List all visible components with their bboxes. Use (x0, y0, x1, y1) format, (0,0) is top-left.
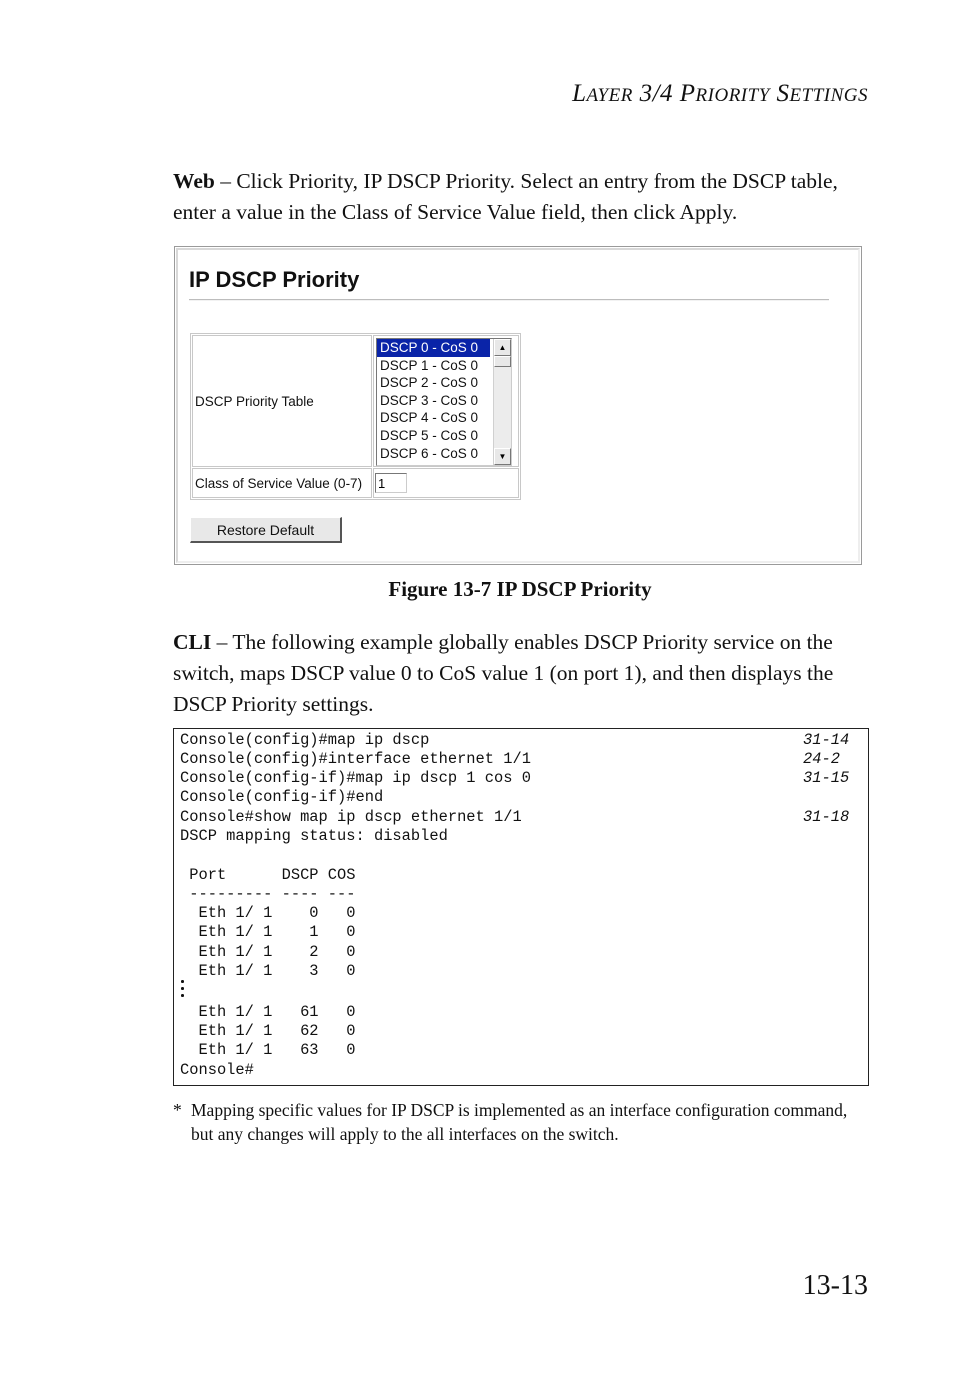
cos-value-label: Class of Service Value (0-7) (192, 468, 372, 498)
command-page-ref: 31-18 (803, 808, 850, 826)
command-page-ref: 31-15 (803, 769, 850, 787)
code-line: DSCP mapping status: disabled (180, 827, 448, 845)
code-line: Eth 1/ 1 62 0 (180, 1022, 356, 1040)
footnote (173, 1098, 863, 1146)
code-line: Eth 1/ 1 0 0 (180, 904, 356, 922)
scroll-thumb[interactable] (494, 356, 511, 367)
scroll-up-arrow-icon[interactable]: ▲ (494, 339, 511, 356)
dscp-option[interactable]: DSCP 3 - CoS 0 (380, 392, 479, 408)
code-line: Console(config)#interface ethernet 1/1 (180, 750, 531, 768)
footnote-text: Mapping specific values for IP DSCP is implemented as an interface configuration command, but any changes will apply to the all interfaces on the switch. (191, 1100, 848, 1144)
header-initial-l: L (572, 80, 587, 107)
web-lead: Web (173, 169, 215, 193)
header-initial-p: P (679, 80, 696, 107)
dscp-table-label: DSCP Priority Table (192, 335, 372, 467)
dscp-list-cell (373, 335, 519, 467)
code-line: Eth 1/ 1 3 0 (180, 962, 356, 980)
code-line: Console(config-if)#end (180, 788, 384, 806)
header-word-34: 3/4 (639, 80, 674, 107)
web-instructions (173, 166, 863, 228)
dscp-option[interactable]: DSCP 2 - CoS 0 (380, 375, 479, 391)
web-text: – Click Priority, IP DSCP Priority. Select an entry from the DSCP table, enter a value in the Class of Service Value field, then click Apply. (173, 169, 838, 224)
code-line: Console(config)#map ip dscp (180, 731, 430, 749)
code-line: Eth 1/ 1 63 0 (180, 1041, 356, 1059)
code-line: Console(config-if)#map ip dscp 1 cos 0 (180, 769, 531, 787)
code-line: --------- ---- --- (180, 885, 356, 903)
cos-value-input[interactable] (375, 473, 407, 493)
cli-instructions (173, 627, 863, 720)
figure-caption: Figure 13-7 IP DSCP Priority (388, 577, 652, 601)
cli-lead: CLI (173, 630, 212, 654)
header-initial-s: S (776, 80, 790, 107)
ellipsis-vertical-icon (181, 979, 185, 999)
footnote-marker: * (173, 1100, 182, 1120)
ip-dscp-priority-screenshot (174, 246, 862, 565)
page-title: IP DSCP Priority (189, 267, 360, 292)
dscp-option[interactable]: DSCP 0 - CoS 0 (377, 339, 490, 357)
cli-example-code (173, 728, 869, 1086)
code-line: Console# (180, 1061, 254, 1079)
dscp-option[interactable]: DSCP 6 - CoS 0 (380, 445, 479, 461)
dscp-option[interactable]: DSCP 5 - CoS 0 (380, 427, 479, 443)
code-line: Eth 1/ 1 1 0 (180, 923, 356, 941)
title-divider (189, 299, 829, 301)
code-line: Eth 1/ 1 61 0 (180, 1003, 356, 1021)
cli-text: – The following example globally enables DSCP Priority service on the switch, maps DSCP value 0 to CoS value 1 (on port 1), and then displays the DSCP Priority settings. (173, 630, 834, 716)
listbox-scrollbar[interactable] (493, 339, 511, 465)
command-page-ref: 31-14 (803, 731, 850, 749)
cos-input-cell (373, 468, 519, 498)
scroll-down-arrow-icon[interactable]: ▼ (494, 448, 511, 465)
dscp-config-table (190, 333, 521, 500)
header-word-layer: AYER (586, 85, 633, 106)
code-line: Eth 1/ 1 2 0 (180, 943, 356, 961)
dscp-option[interactable]: DSCP 4 - CoS 0 (380, 410, 479, 426)
header-word-priority: RIORITY (695, 85, 770, 106)
command-page-ref: 24-2 (803, 750, 840, 768)
running-header (572, 80, 868, 108)
restore-default-button[interactable]: Restore Default (190, 517, 342, 543)
page-number: 13-13 (802, 1270, 868, 1301)
code-line: Console#show map ip dscp ethernet 1/1 (180, 808, 522, 826)
code-line: Port DSCP COS (180, 866, 356, 884)
dscp-option[interactable]: DSCP 1 - CoS 0 (380, 357, 479, 373)
header-word-settings: ETTINGS (789, 85, 868, 106)
dscp-priority-listbox[interactable] (376, 338, 512, 466)
